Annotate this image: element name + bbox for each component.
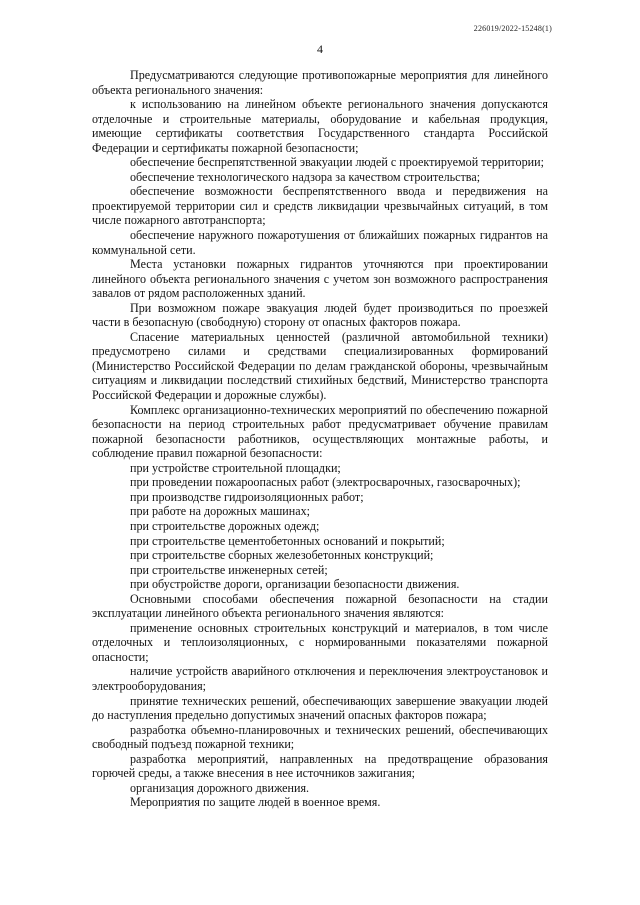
paragraph: обеспечение возможности беспрепятственного ввода и передвижения на проектируемой территории сил и средств ликвидации чрезвычайных ситуаций, в том числе пожарного автотранспорта; — [92, 184, 548, 228]
document-body — [92, 68, 548, 810]
paragraph: разработка мероприятий, направленных на предотвращение образования горючей среды, а также внесения в нее источников зажигания; — [92, 751, 548, 781]
paragraph: при строительстве сборных железобетонных конструкций; — [130, 548, 434, 563]
paragraph: к использованию на линейном объекте регионального значения допускаются отделочные и строительные материалы, оборудование и кабельная продукция, имеющие сертификаты соответствия Государственного стандарта Российской Федерации и сертификаты пожарной безопасности; — [92, 97, 548, 155]
paragraph: разработка объемно-планировочных и технических решений, обеспечивающих свободный подъезд пожарной техники; — [92, 722, 548, 752]
paragraph: обеспечение беспрепятственной эвакуации людей с проектируемой территории; — [130, 155, 544, 170]
paragraph: обеспечение наружного пожаротушения от ближайших пожарных гидрантов на коммунальной сети. — [92, 228, 548, 257]
paragraph: Спасение материальных ценностей (различной автомобильной техники) предусмотрено силами и средствами специализированных формирований (Министерство Российской Федерации по делам гражданской обороны, чрезвычайным ситуациям и ликвидации последствий стихийных бедствий, Министерство транспорта Российской Федерации и дорожные службы). — [92, 329, 548, 403]
paragraph: при обустройстве дороги, организации безопасности движения. — [130, 577, 460, 592]
paragraph: при строительстве инженерных сетей; — [130, 562, 328, 577]
paragraph: Места установки пожарных гидрантов уточняются при проектировании линейного объекта регионального значения с учетом зон возможного распространения завалов от рядом расположенных зданий. — [92, 257, 548, 301]
paragraph: при проведении пожароопасных работ (электросварочных, газосварочных); — [130, 475, 521, 490]
paragraph: организация дорожного движения. — [130, 780, 310, 795]
paragraph: При возможном пожаре эвакуация людей будет производиться по проезжей части в безопасную (свободную) сторону от опасных факторов пожара. — [92, 300, 548, 330]
paragraph: Предусматриваются следующие противопожарные мероприятия для линейного объекта регионального значения: — [92, 68, 548, 97]
paragraph: принятие технических решений, обеспечивающих завершение эвакуации людей до наступления предельно допустимых значений опасных факторов пожара; — [92, 693, 548, 723]
document-number: 226019/2022-15248(1) — [473, 24, 552, 33]
paragraph: при строительстве цементобетонных оснований и покрытий; — [130, 533, 445, 548]
paragraph: при устройстве строительной площадки; — [130, 460, 341, 475]
page-number: 4 — [317, 42, 323, 56]
paragraph: при производстве гидроизоляционных работ; — [130, 489, 364, 504]
paragraph: Комплекс организационно-технических мероприятий по обеспечению пожарной безопасности на период строительных работ предусматривает обучение правилам пожарной безопасности работников, осуществляющих монтажные работы, и соблюдение правил пожарной безопасности: — [92, 402, 548, 461]
paragraph: Основными способами обеспечения пожарной безопасности на стадии эксплуатации линейного объекта регионального значения являются: — [92, 591, 548, 621]
paragraph: при работе на дорожных машинах; — [130, 504, 310, 519]
paragraph: наличие устройств аварийного отключения и переключения электроустановок и электрооборудования; — [92, 664, 548, 693]
paragraph: Мероприятия по защите людей в военное время. — [130, 795, 381, 810]
paragraph: при строительстве дорожных одежд; — [130, 518, 320, 533]
paragraph: обеспечение технологического надзора за качеством строительства; — [130, 169, 481, 184]
paragraph: применение основных строительных конструкций и материалов, в том числе отделочных и теплоизоляционных, с нормированными показателями пожарной опасности; — [92, 620, 548, 664]
